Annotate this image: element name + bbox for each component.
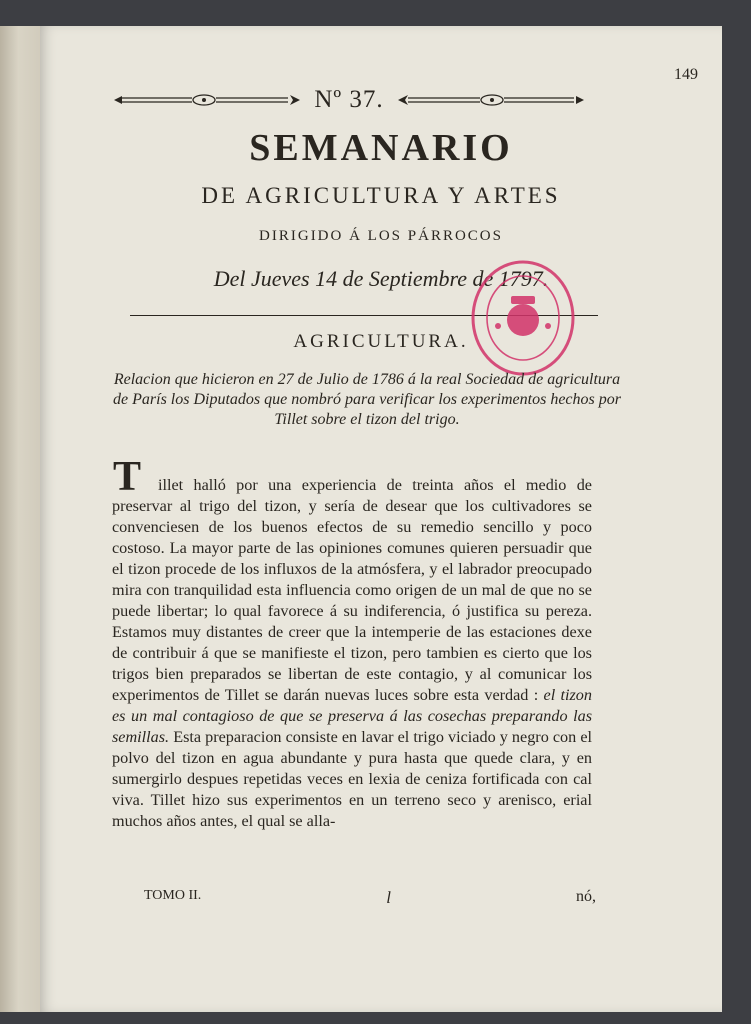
- date-line: Del Jueves 14 de Septiembre de 1797.: [213, 266, 549, 291]
- library-stamp-icon: [468, 258, 578, 378]
- publication-title: SEMANARIO: [249, 127, 513, 169]
- footer-volume: TOMO II.: [144, 888, 202, 903]
- issue-number: Nº 37.: [314, 86, 384, 113]
- header-ornament-row: [112, 86, 586, 114]
- body-text-part1: illet halló por una experiencia de treinta años el medio de preservar al trigo del tizon, y sería de desear que los cultivadores se convenciesen de los buenos efectos de su remedio sencillo y poco costoso. La mayor parte de las opiniones comunes quieren persuadir que el tizon procede de los influxos de la atmósfera, y el labrador preocupado mira con tranquilidad esta influencia como origen de un mal de que no se puede libertar; lo qual favorece á su indiferencia, ó justifica su pereza. Estamos muy distantes de creer que la intemperie de las estaciones dexe de contribuir á que se manifieste el tizon, pero tambien es cierto que los trigos bien preparados se libertan de este contagio, y al comunicar los experimentos de Tillet se darán nuevas luces sobre esta verdad :: [112, 476, 592, 704]
- left-ornament-icon: [112, 93, 302, 107]
- footer-signature: l: [386, 888, 392, 907]
- footer-catchword: nó,: [576, 888, 596, 905]
- publication-subtitle: DE AGRICULTURA Y ARTES: [201, 183, 561, 208]
- audience-line: DIRIGIDO Á LOS PÁRROCOS: [259, 228, 503, 244]
- right-ornament-icon: [396, 93, 586, 107]
- drop-cap: T: [113, 454, 142, 500]
- article-body: [112, 475, 592, 832]
- section-heading: AGRICULTURA.: [293, 331, 469, 352]
- article-intro: Relacion que hicieron en 27 de Julio de 1786 á la real Sociedad de agricultura de París los Diputados que nombró para verificar los experimentos hechos por Tillet sobre el tizon del trigo.: [113, 371, 621, 428]
- body-text-italic: el tizon es un mal contagioso de que se preserva á las cosechas preparando las semillas.: [112, 686, 592, 746]
- document-page: [40, 26, 722, 1012]
- body-text-part2: Esta preparacion consiste en lavar el trigo viciado y negro con el polvo del tizon en agua abundante y pura hasta que quede clara, y en sumergirlo despues repetidas veces en lexia de ceniza fortificada con cal viva. Tillet hizo sus experimentos en un terreno seco y arenisco, erial muchos años antes, el qual se alla-: [112, 728, 592, 830]
- page-number: 149: [674, 66, 698, 83]
- page-footer: [144, 888, 596, 908]
